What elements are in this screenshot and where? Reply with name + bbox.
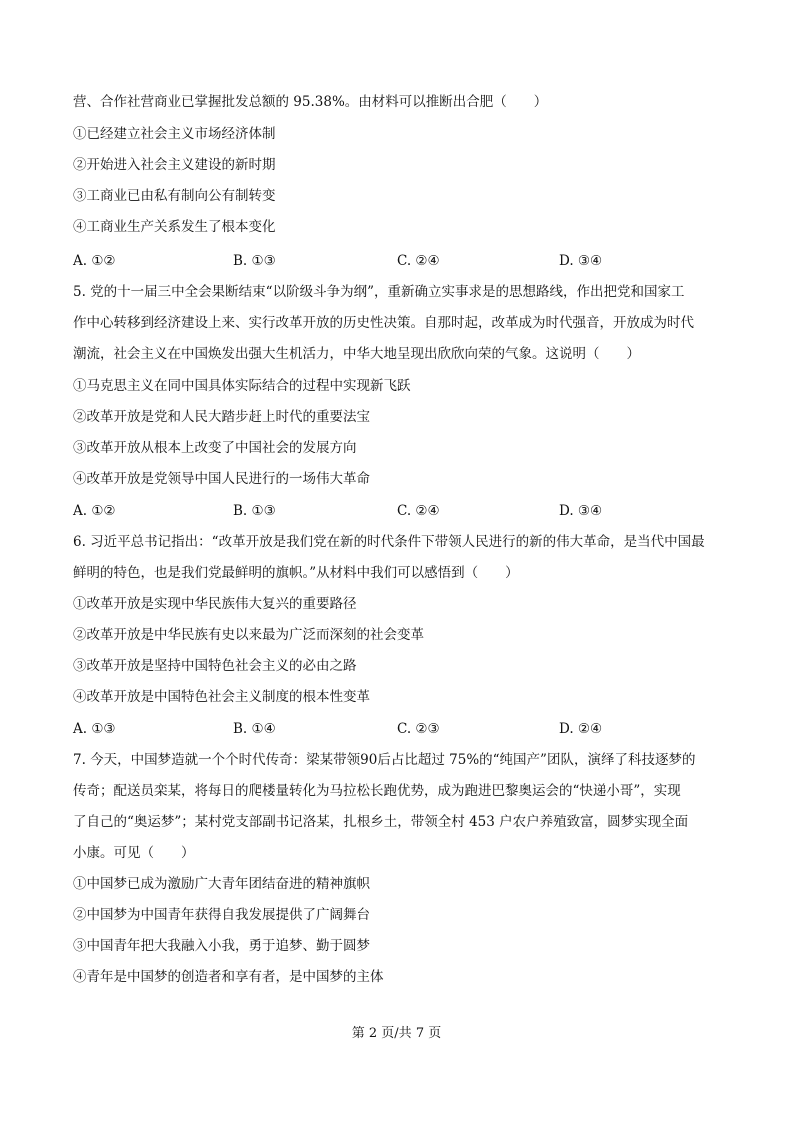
q5-option-a: A. ①② (73, 503, 116, 519)
q6-stem-line-2: 鲜明的特色，也是我们党最鲜明的旗帜。”从材料中我们可以感悟到（ ） (73, 565, 519, 581)
q4-statement-1: ①已经建立社会主义市场经济体制 (73, 126, 276, 142)
q4-options (73, 251, 733, 271)
q6-option-a: A. ①③ (73, 721, 116, 737)
q7-statement-4: ④青年是中国梦的创造者和享有者，是中国梦的主体 (73, 969, 384, 985)
q6-option-b: B. ①④ (233, 721, 276, 737)
q5-option-b: B. ①③ (233, 503, 276, 519)
q5-stem-line-1: 5. 党的十一届三中全会果断结束“以阶级斗争为纲”，重新确立实事求是的思想路线，作出把党和国家工 (73, 284, 685, 300)
q7-statement-1: ①中国梦已成为激励广大青年团结奋进的精神旗帜 (73, 876, 370, 892)
q7-statement-2: ②中国梦为中国青年获得自我发展提供了广阔舞台 (73, 907, 370, 923)
q4-option-a: A. ①② (73, 253, 116, 269)
q6-options (73, 719, 733, 739)
q7-stem-line-2: 传奇；配送员栾某，将每日的爬楼量转化为马拉松长跑优势，成为跑进巴黎奥运会的“快递小哥”，实现 (73, 783, 681, 799)
q5-option-c: C. ②④ (397, 503, 440, 519)
q5-statement-1: ①马克思主义在同中国具体实际结合的过程中实现新飞跃 (73, 378, 411, 394)
q7-stem-line-3: 了自己的“奥运梦”；某村党支部副书记洛某，扎根乡土，带领全村 453 户农户养殖致富，圆梦实现全面 (73, 814, 689, 830)
q6-option-c: C. ②③ (397, 721, 440, 737)
q5-stem-line-2: 作中心转移到经济建设上来、实行改革开放的历史性决策。自那时起，改革成为时代强音，开放成为时代 (73, 315, 694, 331)
q5-statement-2: ②改革开放是党和人民大踏步赶上时代的重要法宝 (73, 409, 370, 425)
q4-option-b: B. ①③ (233, 253, 276, 269)
q7-statement-3: ③中国青年把大我融入小我，勇于追梦、勤于圆梦 (73, 938, 370, 954)
q6-statement-1: ①改革开放是实现中华民族伟大复兴的重要路径 (73, 596, 357, 612)
q6-statement-3: ③改革开放是坚持中国特色社会主义的必由之路 (73, 658, 357, 674)
q7-stem-line-4: 小康。可见（ ） (73, 845, 195, 861)
q5-stem-line-3: 潮流，社会主义在中国焕发出强大生机活力，中华大地呈现出欣欣向荣的气象。这说明（ ） (73, 346, 640, 362)
page-number-footer: 第 2 页/共 7 页 (351, 1026, 442, 1041)
q4-statement-3: ③工商业已由私有制向公有制转变 (73, 188, 276, 204)
q7-stem-line-1: 7. 今天，中国梦造就一个个时代传奇：梁某带领90后占比超过 75%的“纯国产”团队，演绎了科技逐梦的 (73, 752, 696, 768)
q5-statement-3: ③改革开放从根本上改变了中国社会的发展方向 (73, 440, 357, 456)
q4-statement-4: ④工商业生产关系发生了根本变化 (73, 219, 276, 235)
q4-statement-2: ②开始进入社会主义建设的新时期 (73, 157, 276, 173)
q5-options (73, 501, 733, 521)
q5-option-d: D. ③④ (559, 503, 603, 519)
q4-option-d: D. ③④ (559, 253, 603, 269)
q6-stem-line-1: 6. 习近平总书记指出：“改革开放是我们党在新的时代条件下带领人民进行的新的伟大革命，是当代中国最 (73, 534, 705, 550)
q6-option-d: D. ②④ (559, 721, 603, 737)
q4-stem-line-1: 营、合作社营商业已掌握批发总额的 95.38%。由材料可以推断出合肥（ ） (73, 94, 548, 110)
q6-statement-4: ④改革开放是中国特色社会主义制度的根本性变革 (73, 689, 370, 705)
q5-statement-4: ④改革开放是党领导中国人民进行的一场伟大革命 (73, 471, 370, 487)
q4-option-c: C. ②④ (397, 253, 440, 269)
q6-statement-2: ②改革开放是中华民族有史以来最为广泛而深刻的社会变革 (73, 627, 424, 643)
